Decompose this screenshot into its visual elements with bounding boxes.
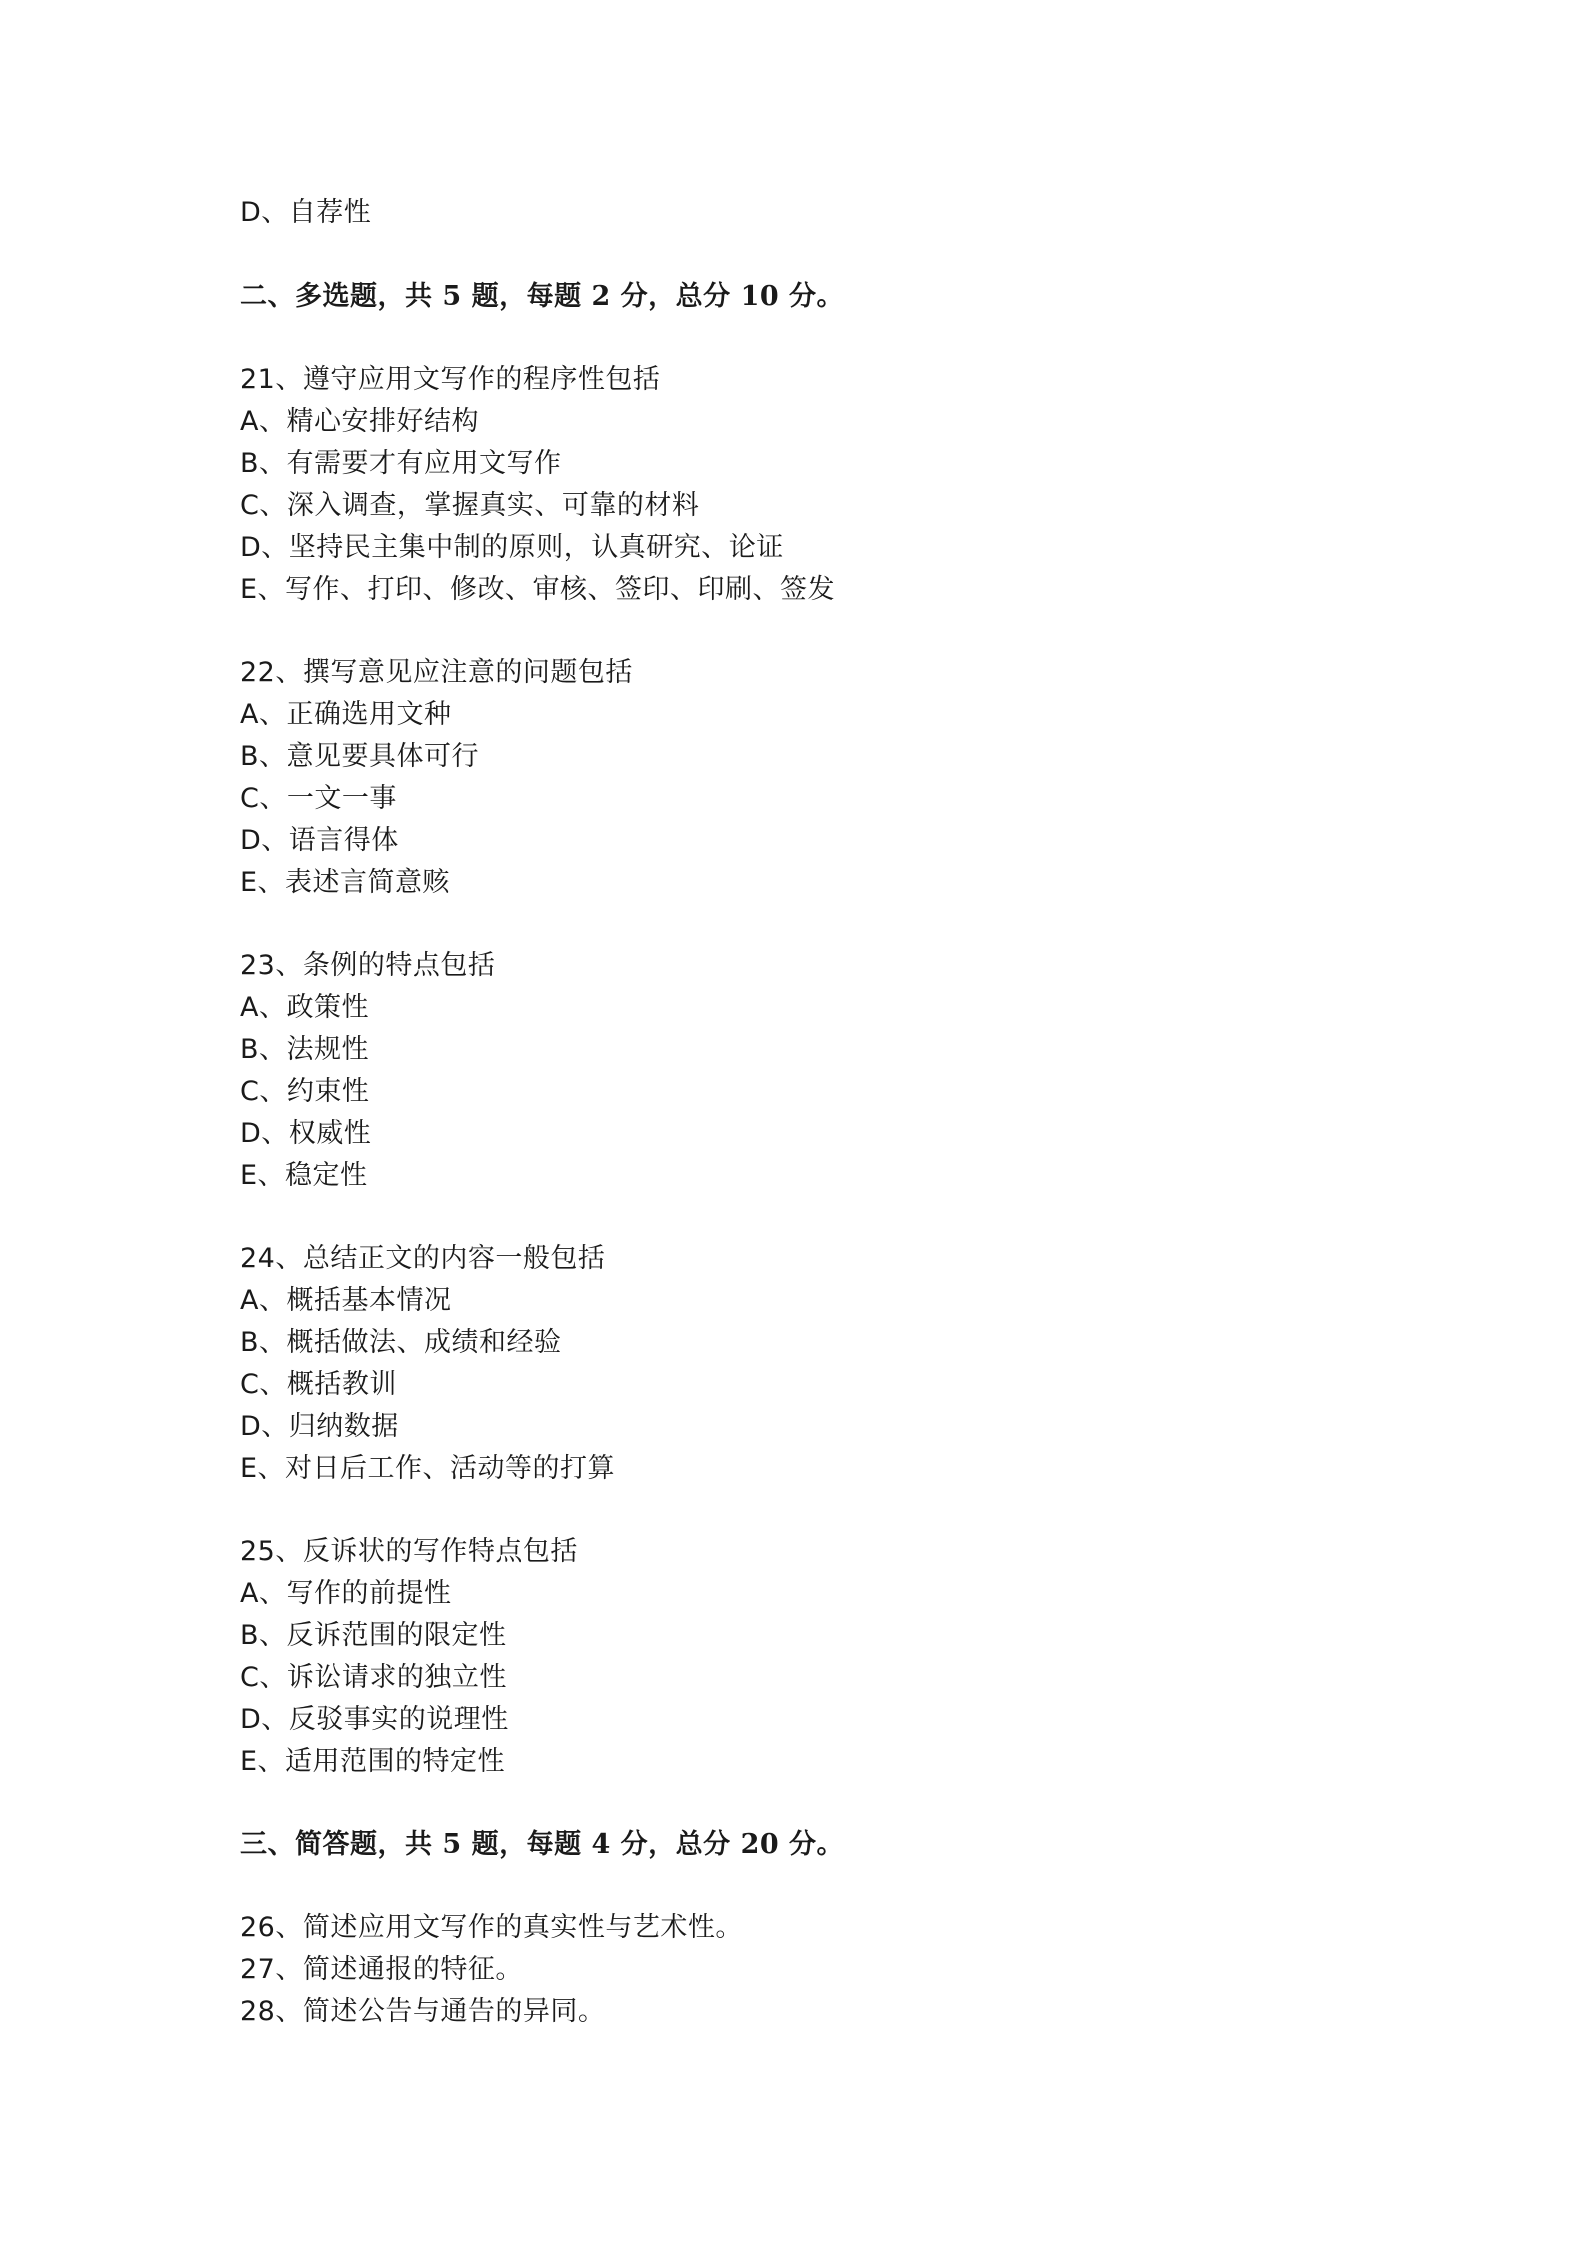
question-25-option-b: B、反诉范围的限定性: [240, 1620, 507, 1651]
short-answer-28: 28、简述公告与通告的异同。: [240, 1996, 606, 2027]
question-24-option-e: E、对日后工作、活动等的打算: [240, 1453, 616, 1484]
short-answer-26: 26、简述应用文写作的真实性与艺术性。: [240, 1912, 743, 1943]
question-21-option-e: E、写作、打印、修改、审核、签印、印刷、签发: [240, 574, 836, 605]
question-23-option-c: C、约束性: [240, 1076, 370, 1107]
short-answer-27: 27、简述通报的特征。: [240, 1954, 523, 1985]
question-21-stem: 21、遵守应用文写作的程序性包括: [240, 364, 661, 395]
question-24-option-d: D、归纳数据: [240, 1411, 399, 1442]
question-22-stem: 22、撰写意见应注意的问题包括: [240, 657, 633, 688]
question-23-option-e: E、稳定性: [240, 1160, 368, 1191]
question-23-option-a: A、政策性: [240, 992, 369, 1023]
question-22-option-a: A、正确选用文种: [240, 699, 452, 730]
section-3-heading: 三、简答题，共 5 题，每题 4 分，总分 20 分。: [240, 1829, 845, 1860]
question-21-option-b: B、有需要才有应用文写作: [240, 448, 562, 479]
question-25-option-c: C、诉讼请求的独立性: [240, 1662, 507, 1693]
question-25-option-e: E、适用范围的特定性: [240, 1746, 506, 1777]
question-22-option-d: D、语言得体: [240, 825, 399, 856]
question-21-option-a: A、精心安排好结构: [240, 406, 479, 437]
option-d-previous: D、自荐性: [240, 197, 372, 228]
question-24-stem: 24、总结正文的内容一般包括: [240, 1243, 606, 1274]
section-2-heading: 二、多选题，共 5 题，每题 2 分，总分 10 分。: [240, 281, 845, 312]
question-22-option-b: B、意见要具体可行: [240, 741, 480, 772]
question-24-option-a: A、概括基本情况: [240, 1285, 452, 1316]
question-25-option-d: D、反驳事实的说理性: [240, 1704, 509, 1735]
question-23-option-d: D、权威性: [240, 1118, 372, 1149]
question-22-option-c: C、一文一事: [240, 783, 397, 814]
question-22-option-e: E、表述言简意赅: [240, 867, 451, 898]
question-21-option-c: C、深入调查，掌握真实、可靠的材料: [240, 490, 700, 521]
question-25-option-a: A、写作的前提性: [240, 1578, 452, 1609]
question-23-stem: 23、条例的特点包括: [240, 950, 496, 981]
question-24-option-c: C、概括教训: [240, 1369, 397, 1400]
question-25-stem: 25、反诉状的写作特点包括: [240, 1536, 578, 1567]
question-21-option-d: D、坚持民主集中制的原则，认真研究、论证: [240, 532, 784, 563]
question-24-option-b: B、概括做法、成绩和经验: [240, 1327, 562, 1358]
question-23-option-b: B、法规性: [240, 1034, 370, 1065]
